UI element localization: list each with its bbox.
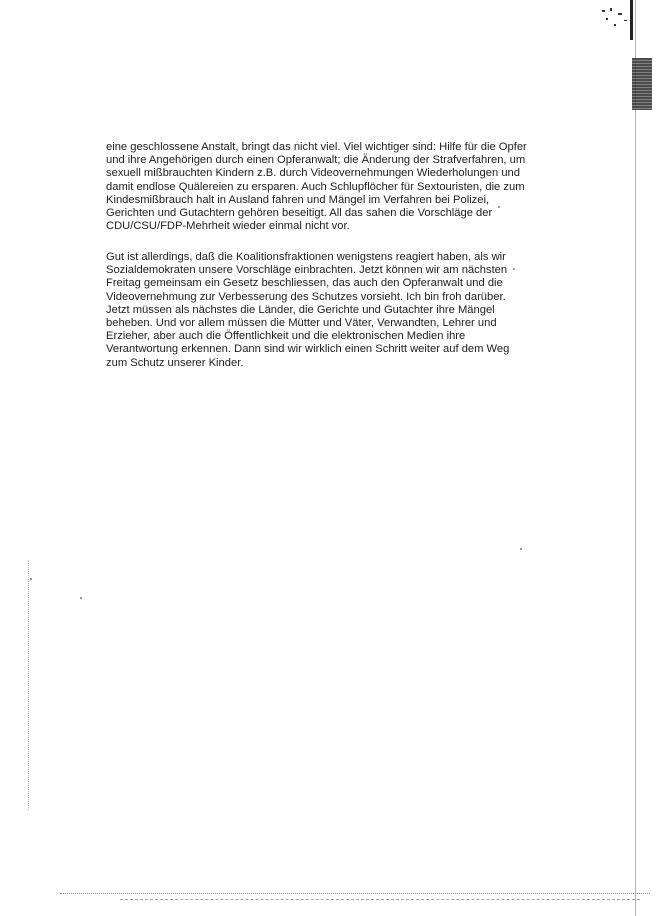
scan-speck bbox=[513, 268, 515, 270]
scan-right-edge bbox=[635, 0, 658, 916]
scan-bottom-line-artifact bbox=[60, 893, 650, 895]
scan-bottom-line-artifact-2 bbox=[120, 899, 640, 901]
text-line: Gut ist allerdings, daß die Koalitionsfraktionen wenigstens reagiert haben, als wir bbox=[106, 251, 506, 263]
text-line: Verantwortung erkennen. Dann sind wir wirklich einen Schritt weiter auf dem Weg bbox=[106, 343, 510, 356]
text-line: Sozialdemokraten unsere Vorschläge einbrachten. Jetzt können wir am nächsten bbox=[106, 264, 508, 277]
text-line: Kindesmißbrauch halt in Ausland fahren und Mängel im Verfahren bei Polizei, bbox=[106, 193, 490, 206]
text-line: sexuell mißbrauchten Kindern z.B. durch Videovernehmungen Wiederholungen und bbox=[106, 167, 520, 180]
scan-dark-block-artifact bbox=[632, 58, 652, 110]
text-line: und ihre Angehörigen durch einen Opferanwalt; die Änderung der Strafverfahren, um bbox=[106, 154, 526, 167]
text-line: Jetzt müssen als nächstes die Länder, die Gerichte und Gutachter ihre Mängel bbox=[106, 303, 495, 316]
text-line: CDU/CSU/FDP-Mehrheit wieder einmal nicht vor. bbox=[106, 220, 350, 233]
body-paragraph-1 bbox=[106, 141, 527, 233]
scan-speck bbox=[80, 597, 82, 599]
scan-top-bar-artifact bbox=[630, 0, 633, 40]
text-line: Gerichten und Gutachtern gehören beseitigt. All das sahen die Vorschläge der bbox=[106, 207, 493, 220]
text-line: Erzieher, aber auch die Öffentlichkeit und die elektronischen Medien ihre bbox=[106, 330, 466, 343]
text-line: damit endlose Quälereien zu ersparen. Auch Schlupflöcher für Sextouristen, die zum bbox=[106, 180, 525, 193]
scan-speck bbox=[30, 578, 32, 580]
text-line: zum Schutz unserer Kinder. bbox=[106, 356, 244, 369]
text-line: eine geschlossene Anstalt, bringt das nicht viel. Viel wichtiger sind: Hilfe für die Opfer bbox=[106, 141, 527, 153]
text-line: Freitag gemeinsam ein Gesetz beschliessen, das auch den Opferanwalt und die bbox=[106, 277, 503, 290]
text-line: Videovernehmung zur Verbesserung des Schutzes vorsieht. Ich bin froh darüber. bbox=[106, 290, 506, 303]
scan-left-line-artifact bbox=[28, 560, 30, 810]
scan-speck bbox=[520, 548, 522, 550]
text-line: beheben. Und vor allem müssen die Mütter und Väter, Verwandten, Lehrer und bbox=[106, 317, 497, 330]
body-paragraph-2 bbox=[106, 251, 509, 370]
